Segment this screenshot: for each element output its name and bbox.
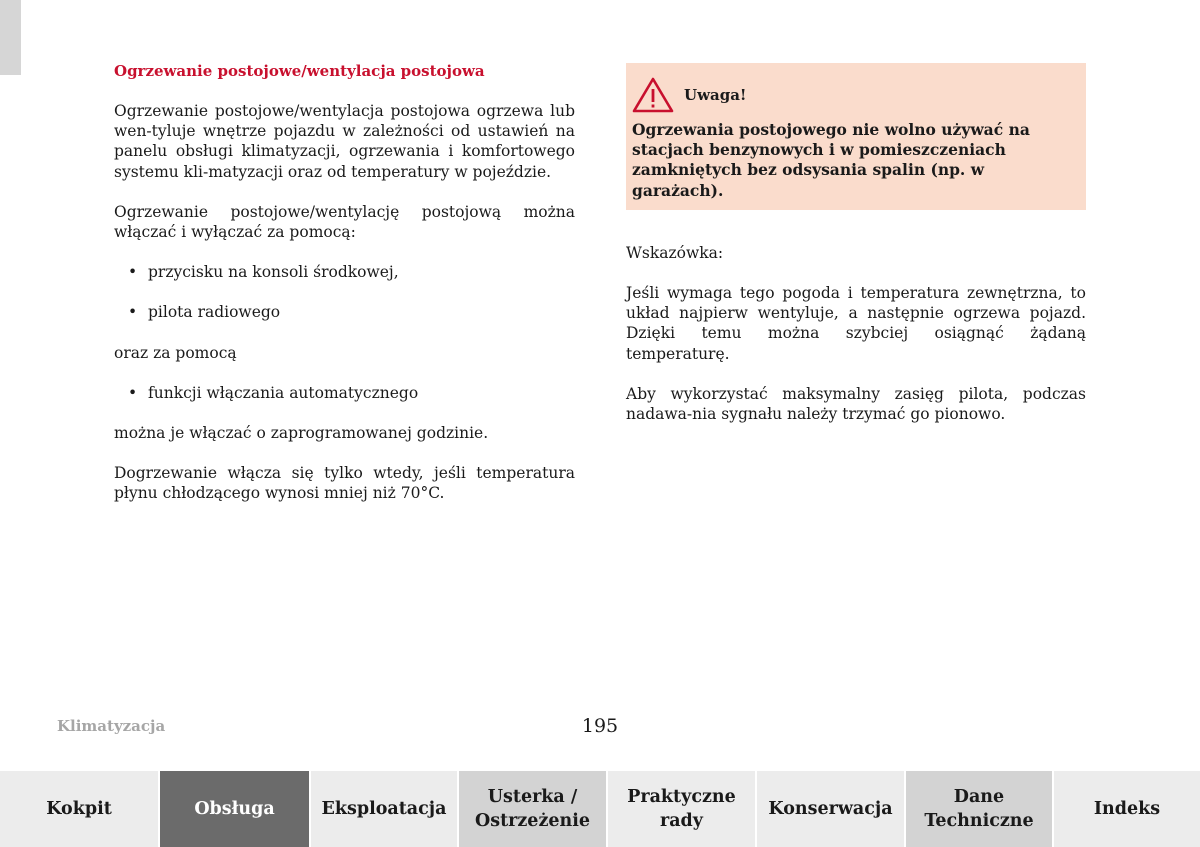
schedule-paragraph: można je włączać o zaprogramowanej godzinie.	[114, 424, 489, 443]
footer-section-title: Klimatyzacja	[57, 717, 166, 735]
additional-paragraph: oraz za pomocą	[114, 343, 237, 362]
nav-tab-indeks[interactable]: Indeks	[1052, 771, 1200, 847]
warning-title: Uwaga!	[684, 86, 747, 104]
hint-paragraph-1: Jeśli wymaga tego pogoda i temperatura zewnętrzna, to układ najpierw wentyluje, a następnie ogrzewa pojazd. Dzięki temu można szybciej osiągnąć żądaną temperaturę.	[626, 284, 1086, 363]
nav-tab-usterka-ostrzezenie[interactable]: Usterka / Ostrzeżenie	[457, 771, 606, 847]
warning-header	[632, 77, 1080, 113]
bullet-remote-control: • pilota radiowego	[114, 302, 575, 322]
hint-label: Wskazówka:	[626, 243, 724, 262]
control-paragraph: Ogrzewanie postojowe/wentylację postojową można włączać i wyłączać za pomocą:	[114, 202, 575, 242]
nav-tab-dane-techniczne[interactable]: Dane Techniczne	[904, 771, 1052, 847]
nav-tab-eksploatacja[interactable]: Eksploatacja	[309, 771, 457, 847]
warning-text: Ogrzewania postojowego nie wolno używać na stacjach benzynowych i w pomieszczeniach zamkniętych bez odsysania spalin (np. w garażach).	[632, 120, 1030, 200]
hint-paragraph-2: Aby wykorzystać maksymalny zasięg pilota, podczas nadawa-nia sygnału należy trzymać go pionowo.	[626, 384, 1086, 424]
nav-tab-obsluga[interactable]: Obsługa	[158, 771, 309, 847]
warning-triangle-icon	[632, 77, 674, 113]
nav-tab-praktyczne-rady[interactable]: Praktyczne rady	[606, 771, 755, 847]
section-heading: Ogrzewanie postojowe/wentylacja postojowa	[114, 62, 485, 80]
left-column	[114, 61, 575, 524]
intro-paragraph: Ogrzewanie postojowe/wentylacja postojowa ogrzewa lub wen-tyluje wnętrze pojazdu w zależności od ustawień na panelu obsługi klimatyzacji, ogrzewania i komfortowego systemu kli-matyzacji oraz od temperatury w pojeździe.	[114, 102, 575, 181]
warning-box	[626, 63, 1086, 210]
page-number: 195	[581, 715, 619, 737]
nav-tab-konserwacja[interactable]: Konserwacja	[755, 771, 904, 847]
coolant-paragraph: Dogrzewanie włącza się tylko wtedy, jeśli temperatura płynu chłodzącego wynosi mniej niż 70°C.	[114, 464, 575, 503]
right-column	[626, 63, 1086, 444]
corner-page-tab	[0, 0, 21, 75]
bottom-navigation	[0, 771, 1200, 847]
bullet-auto-switch: • funkcji włączania automatycznego	[114, 383, 575, 403]
bullet-console-button: • przycisku na konsoli środkowej,	[114, 262, 575, 282]
nav-tab-kokpit[interactable]: Kokpit	[0, 771, 158, 847]
